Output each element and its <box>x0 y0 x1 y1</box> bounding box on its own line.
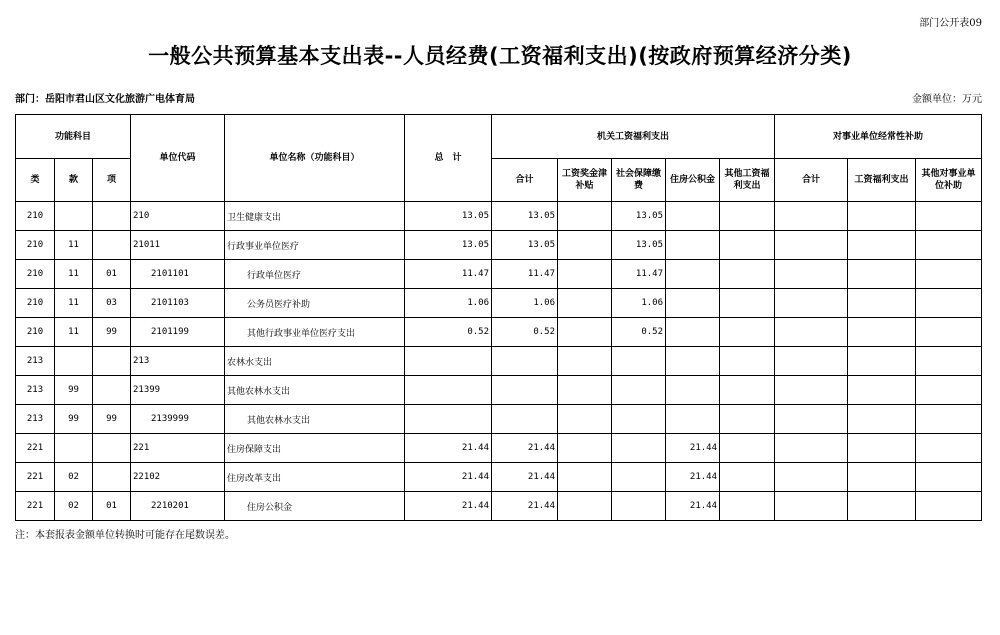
cell-lei: 210 <box>16 289 55 318</box>
cell-unit-code: 2101103 <box>131 289 225 318</box>
cell-total: 21.44 <box>405 463 492 492</box>
form-number: 部门公开表09 <box>919 18 982 29</box>
cell-lei: 213 <box>16 347 55 376</box>
cell-org-social: 11.47 <box>612 260 666 289</box>
cell-unit-code: 221 <box>131 434 225 463</box>
header-unit-code: 单位代码 <box>131 115 225 202</box>
cell-org-social <box>612 463 666 492</box>
cell-inst-subtotal <box>775 231 848 260</box>
cell-total: 11.47 <box>405 260 492 289</box>
cell-unit-name: 行政单位医疗 <box>225 260 405 289</box>
currency-unit-label: 金额单位：万元 <box>912 94 982 105</box>
cell-unit-name: 公务员医疗补助 <box>225 289 405 318</box>
cell-lei: 210 <box>16 318 55 347</box>
cell-unit-code: 21011 <box>131 231 225 260</box>
cell-org-housing <box>666 318 720 347</box>
cell-org-subtotal: 1.06 <box>492 289 558 318</box>
cell-lei: 221 <box>16 463 55 492</box>
cell-org-housing <box>666 260 720 289</box>
cell-org-wage <box>558 202 612 231</box>
cell-org-social <box>612 347 666 376</box>
cell-org-housing: 21.44 <box>666 434 720 463</box>
cell-xiang: 03 <box>93 289 131 318</box>
cell-kuan <box>55 434 93 463</box>
cell-inst-subtotal <box>775 434 848 463</box>
cell-org-social: 13.05 <box>612 202 666 231</box>
cell-lei: 210 <box>16 202 55 231</box>
cell-org-housing: 21.44 <box>666 492 720 521</box>
cell-org-other <box>720 376 775 405</box>
cell-unit-code: 210 <box>131 202 225 231</box>
cell-total: 1.06 <box>405 289 492 318</box>
cell-lei: 210 <box>16 231 55 260</box>
cell-total: 21.44 <box>405 434 492 463</box>
cell-xiang <box>93 231 131 260</box>
cell-inst-wage <box>848 347 916 376</box>
cell-lei: 221 <box>16 492 55 521</box>
header-function-subject: 功能科目 <box>16 115 131 159</box>
table-row <box>16 463 982 492</box>
header-inst-wage: 工资福利支出 <box>848 159 916 202</box>
cell-kuan: 02 <box>55 463 93 492</box>
cell-org-wage <box>558 289 612 318</box>
cell-org-housing <box>666 347 720 376</box>
cell-org-wage <box>558 376 612 405</box>
cell-inst-other <box>916 492 982 521</box>
header-inst-other: 其他对事业单位补助 <box>916 159 982 202</box>
cell-unit-code: 2101101 <box>131 260 225 289</box>
header-org-wage: 工资奖金津补贴 <box>558 159 612 202</box>
cell-xiang <box>93 463 131 492</box>
cell-xiang <box>93 202 131 231</box>
table-row <box>16 318 982 347</box>
cell-inst-wage <box>848 463 916 492</box>
cell-inst-subtotal <box>775 289 848 318</box>
header-xiang: 项 <box>93 159 131 202</box>
cell-inst-wage <box>848 405 916 434</box>
cell-org-subtotal: 13.05 <box>492 231 558 260</box>
header-unit-name: 单位名称（功能科目） <box>225 115 405 202</box>
cell-org-subtotal: 21.44 <box>492 492 558 521</box>
cell-org-housing <box>666 231 720 260</box>
cell-unit-name: 其他农林水支出 <box>225 405 405 434</box>
cell-org-subtotal: 21.44 <box>492 463 558 492</box>
cell-org-social <box>612 405 666 434</box>
cell-org-subtotal <box>492 347 558 376</box>
cell-lei: 221 <box>16 434 55 463</box>
cell-total: 13.05 <box>405 202 492 231</box>
cell-inst-wage <box>848 260 916 289</box>
cell-org-other <box>720 434 775 463</box>
cell-inst-wage <box>848 492 916 521</box>
cell-kuan: 11 <box>55 231 93 260</box>
header-lei: 类 <box>16 159 55 202</box>
cell-inst-other <box>916 260 982 289</box>
cell-inst-wage <box>848 318 916 347</box>
cell-unit-code: 2139999 <box>131 405 225 434</box>
cell-inst-subtotal <box>775 463 848 492</box>
table-row <box>16 405 982 434</box>
table-row <box>16 492 982 521</box>
cell-inst-subtotal <box>775 376 848 405</box>
cell-inst-wage <box>848 434 916 463</box>
cell-kuan: 99 <box>55 405 93 434</box>
cell-org-housing <box>666 289 720 318</box>
table-row <box>16 231 982 260</box>
cell-xiang <box>93 347 131 376</box>
cell-xiang: 99 <box>93 405 131 434</box>
cell-org-subtotal: 0.52 <box>492 318 558 347</box>
cell-org-wage <box>558 405 612 434</box>
header-total: 总 计 <box>405 115 492 202</box>
cell-unit-name: 行政事业单位医疗 <box>225 231 405 260</box>
cell-kuan: 11 <box>55 289 93 318</box>
table-row <box>16 202 982 231</box>
cell-org-wage <box>558 463 612 492</box>
cell-org-social: 1.06 <box>612 289 666 318</box>
cell-total <box>405 405 492 434</box>
table-row <box>16 260 982 289</box>
cell-kuan: 99 <box>55 376 93 405</box>
cell-org-housing <box>666 405 720 434</box>
cell-org-other <box>720 202 775 231</box>
table-row <box>16 376 982 405</box>
cell-unit-code: 213 <box>131 347 225 376</box>
table-row <box>16 434 982 463</box>
cell-kuan: 11 <box>55 260 93 289</box>
cell-total: 13.05 <box>405 231 492 260</box>
cell-org-other <box>720 463 775 492</box>
cell-lei: 213 <box>16 376 55 405</box>
department-label: 部门：岳阳市君山区文化旅游广电体育局 <box>15 94 195 105</box>
header-org-wage-welfare: 机关工资福利支出 <box>492 115 775 159</box>
cell-total: 21.44 <box>405 492 492 521</box>
cell-org-other <box>720 347 775 376</box>
cell-inst-other <box>916 289 982 318</box>
cell-lei: 210 <box>16 260 55 289</box>
cell-unit-name: 卫生健康支出 <box>225 202 405 231</box>
cell-unit-name: 其他行政事业单位医疗支出 <box>225 318 405 347</box>
cell-inst-other <box>916 434 982 463</box>
cell-inst-wage <box>848 231 916 260</box>
header-institution-subsidy: 对事业单位经常性补助 <box>775 115 982 159</box>
cell-unit-name: 其他农林水支出 <box>225 376 405 405</box>
cell-unit-code: 21399 <box>131 376 225 405</box>
cell-inst-wage <box>848 376 916 405</box>
cell-org-social <box>612 492 666 521</box>
cell-inst-other <box>916 347 982 376</box>
cell-unit-code: 22102 <box>131 463 225 492</box>
cell-inst-subtotal <box>775 492 848 521</box>
cell-inst-subtotal <box>775 202 848 231</box>
cell-org-social: 13.05 <box>612 231 666 260</box>
cell-org-subtotal: 21.44 <box>492 434 558 463</box>
cell-org-housing: 21.44 <box>666 463 720 492</box>
cell-inst-other <box>916 318 982 347</box>
cell-lei: 213 <box>16 405 55 434</box>
cell-kuan: 02 <box>55 492 93 521</box>
cell-org-wage <box>558 260 612 289</box>
cell-org-social <box>612 376 666 405</box>
cell-org-other <box>720 492 775 521</box>
cell-total <box>405 347 492 376</box>
table-row <box>16 289 982 318</box>
header-org-subtotal: 合计 <box>492 159 558 202</box>
cell-org-subtotal <box>492 376 558 405</box>
cell-org-other <box>720 289 775 318</box>
header-kuan: 款 <box>55 159 93 202</box>
cell-org-housing <box>666 202 720 231</box>
cell-inst-wage <box>848 202 916 231</box>
cell-inst-subtotal <box>775 405 848 434</box>
cell-unit-code: 2210201 <box>131 492 225 521</box>
cell-unit-name: 住房改革支出 <box>225 463 405 492</box>
cell-org-subtotal: 11.47 <box>492 260 558 289</box>
cell-total <box>405 376 492 405</box>
page-title: 一般公共预算基本支出表--人员经费(工资福利支出)(按政府预算经济分类) <box>148 44 852 68</box>
expenditure-table <box>15 114 982 521</box>
cell-kuan <box>55 347 93 376</box>
cell-inst-other <box>916 463 982 492</box>
cell-org-other <box>720 405 775 434</box>
cell-org-wage <box>558 347 612 376</box>
cell-inst-subtotal <box>775 347 848 376</box>
cell-unit-name: 住房保障支出 <box>225 434 405 463</box>
cell-unit-name: 农林水支出 <box>225 347 405 376</box>
header-org-social: 社会保障缴费 <box>612 159 666 202</box>
cell-inst-subtotal <box>775 318 848 347</box>
cell-unit-name: 住房公积金 <box>225 492 405 521</box>
cell-org-other <box>720 260 775 289</box>
cell-inst-wage <box>848 289 916 318</box>
cell-inst-subtotal <box>775 260 848 289</box>
cell-org-other <box>720 231 775 260</box>
cell-kuan <box>55 202 93 231</box>
cell-org-subtotal: 13.05 <box>492 202 558 231</box>
cell-unit-code: 2101199 <box>131 318 225 347</box>
cell-xiang: 01 <box>93 260 131 289</box>
cell-total: 0.52 <box>405 318 492 347</box>
footnote: 注：本套报表金额单位转换时可能存在尾数误差。 <box>15 530 235 541</box>
cell-inst-other <box>916 405 982 434</box>
cell-org-wage <box>558 492 612 521</box>
cell-xiang: 99 <box>93 318 131 347</box>
cell-org-subtotal <box>492 405 558 434</box>
cell-xiang: 01 <box>93 492 131 521</box>
cell-kuan: 11 <box>55 318 93 347</box>
cell-org-social: 0.52 <box>612 318 666 347</box>
header-inst-subtotal: 合计 <box>775 159 848 202</box>
cell-xiang <box>93 434 131 463</box>
cell-org-other <box>720 318 775 347</box>
header-org-other: 其他工资福利支出 <box>720 159 775 202</box>
cell-org-social <box>612 434 666 463</box>
cell-org-wage <box>558 434 612 463</box>
cell-inst-other <box>916 376 982 405</box>
cell-org-wage <box>558 231 612 260</box>
cell-xiang <box>93 376 131 405</box>
table-row <box>16 347 982 376</box>
cell-inst-other <box>916 231 982 260</box>
cell-org-wage <box>558 318 612 347</box>
cell-inst-other <box>916 202 982 231</box>
header-org-housing: 住房公积金 <box>666 159 720 202</box>
cell-org-housing <box>666 376 720 405</box>
